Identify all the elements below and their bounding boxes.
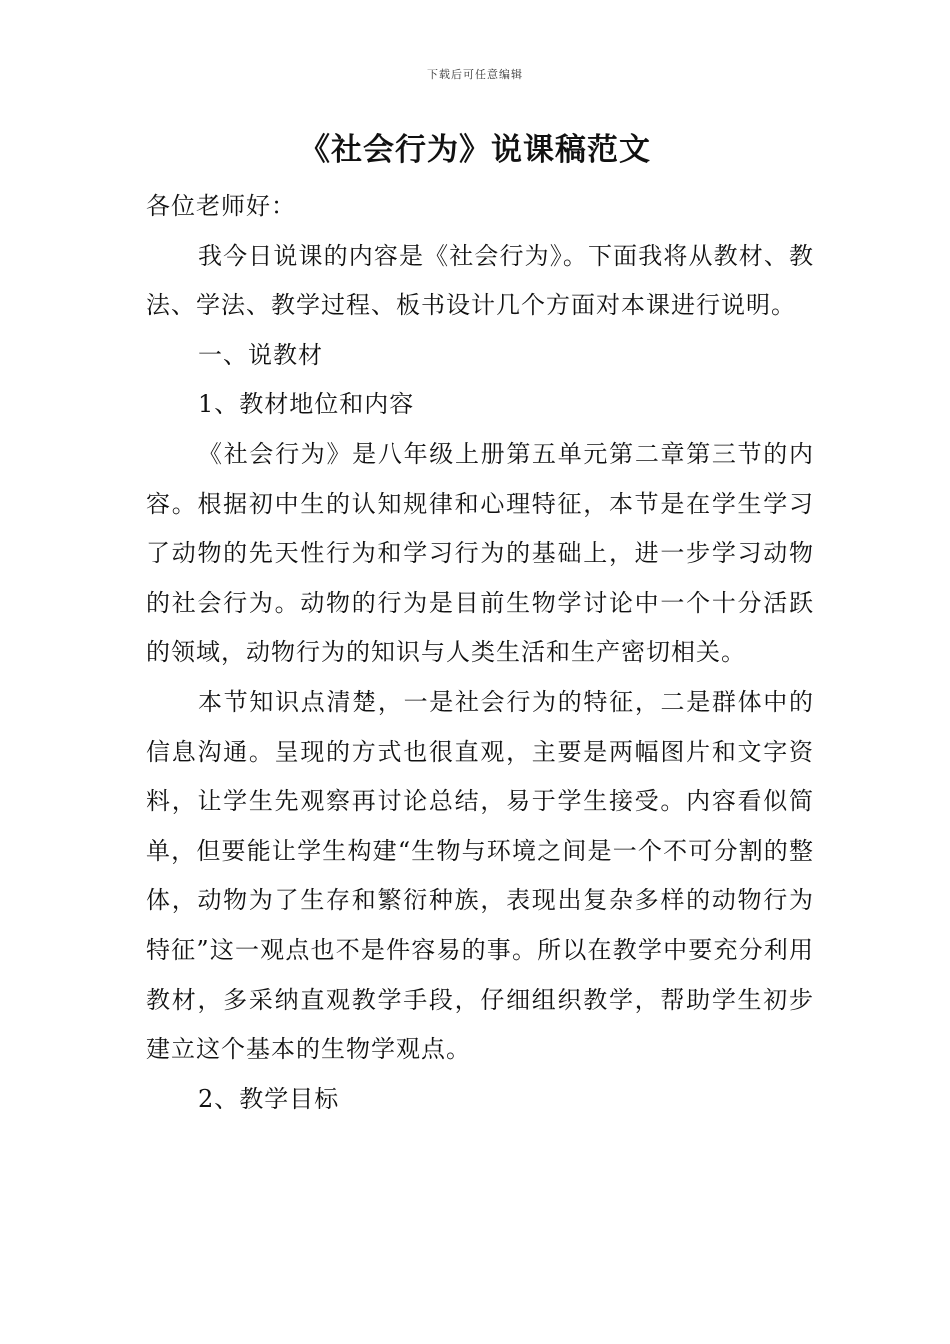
document-title: 《社会行为》说课稿范文 [299,132,651,168]
paragraph-knowledge-points: 本节知识点清楚，一是社会行为的特征，二是群体中的信息沟通。呈现的方式也很直观，主要是两幅图片和文字资料，让学生先观察再讨论总结，易于学生接受。内容看似简单，但要能让学生构建“生物与环境之间是一个不可分割的整体，动物为了生存和繁衍种族，表现出复杂多样的动物行为特征”这一观点也不是件容易的事。所以在教学中要充分利用教材，多采纳直观教学手段，仔细组织教学，帮助学生初步建立这个基本的生物学观点。 [146,687,814,1064]
greeting: 各位老师好： [146,192,296,220]
header-note: 下载后可任意编辑 [427,68,523,81]
paragraph-intro: 我今日说课的内容是《社会行为》。下面我将从教材、教法、学法、教学过程、板书设计几个方面对本课进行说明。 [146,241,814,320]
subsection-heading-position: 1、教材地位和内容 [198,390,415,419]
section-heading-textbook: 一、说教材 [198,340,323,369]
subsection-heading-objectives: 2、教学目标 [198,1084,340,1113]
document-body [146,182,814,1124]
paragraph-textbook-content: 《社会行为》是八年级上册第五单元第二章第三节的内容。根据初中生的认知规律和心理特征，本节是在学生学习了动物的先天性行为和学习行为的基础上，进一步学习动物的社会行为。动物的行为是目前生物学讨论中一个十分活跃的领域，动物行为的知识与人类生活和生产密切相关。 [146,439,814,667]
